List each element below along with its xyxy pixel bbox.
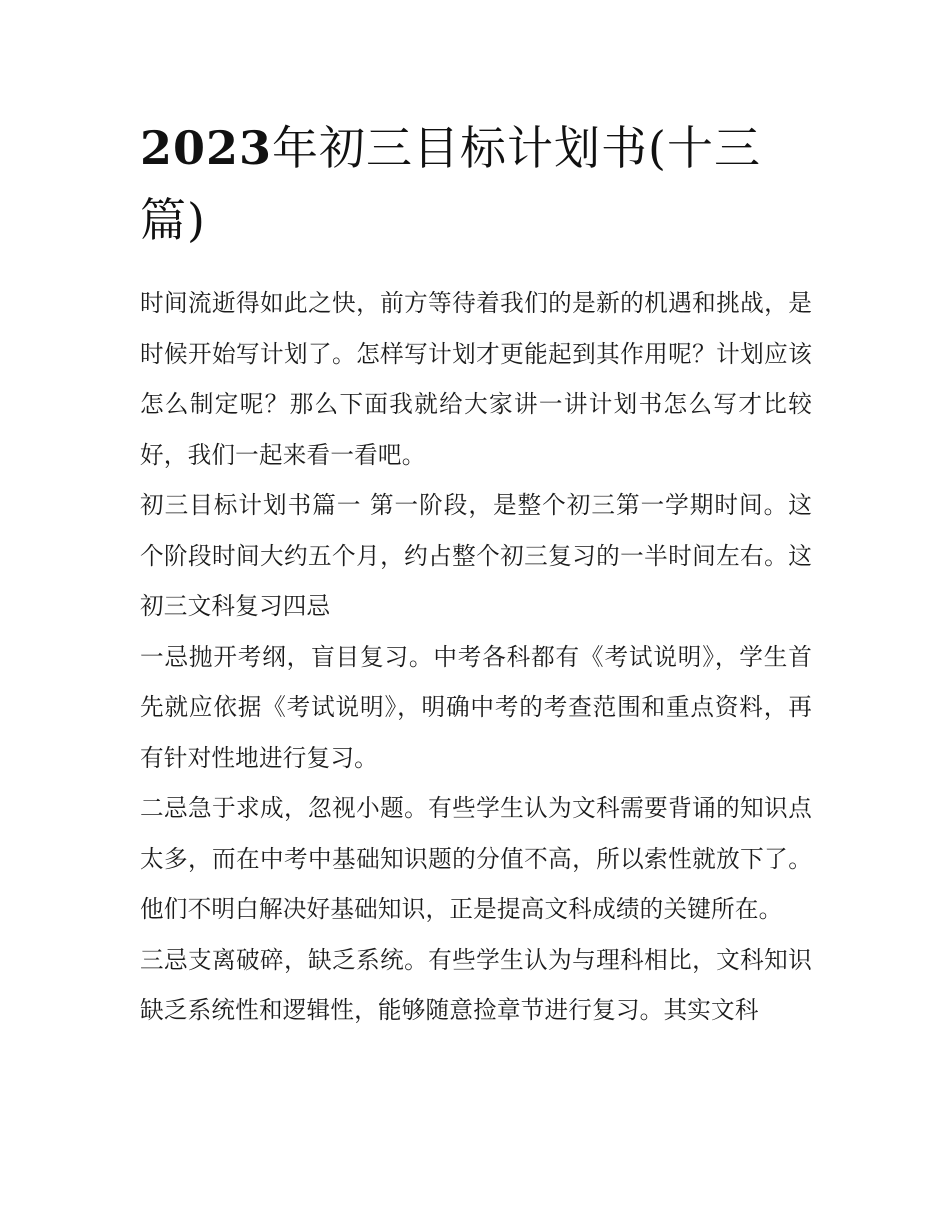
document-page [140, 112, 812, 1036]
taboo-two-paragraph: 二忌急于求成，忽视小题。有些学生认为文科需要背诵的知识点太多，而在中考中基础知识题的分值不高，所以索性就放下了。他们不明白解决好基础知识，正是提高文科成绩的关键所在。 [140, 794, 812, 923]
intro-paragraph: 时间流逝得如此之快，前方等待着我们的是新的机遇和挑战，是时候开始写计划了。怎样写计划才更能起到其作用呢？计划应该怎么制定呢？那么下面我就给大家讲一讲计划书怎么写才比较好，我们一起来看一看吧。 [140, 289, 812, 469]
title-year: 2023 [140, 121, 273, 175]
taboo-one-paragraph: 一忌抛开考纲，盲目复习。中考各科都有《考试说明》，学生首先就应依据《考试说明》，明确中考的考查范围和重点资料，再有针对性地进行复习。 [140, 642, 812, 772]
section-one-paragraph: 初三目标计划书篇一 第一阶段，是整个初三第一学期时间。这个阶段时间大约五个月，约占整个初三复习的一半时间左右。这初三文科复习四忌 [140, 491, 812, 620]
title-text: 年初三目标计划书(十三篇) [140, 121, 761, 247]
document-title [140, 112, 812, 256]
taboo-three-paragraph: 三忌支离破碎，缺乏系统。有些学生认为与理科相比，文科知识缺乏系统性和逻辑性，能够随意捡章节进行复习。其实文科 [140, 945, 812, 1024]
document-body [140, 278, 812, 1036]
